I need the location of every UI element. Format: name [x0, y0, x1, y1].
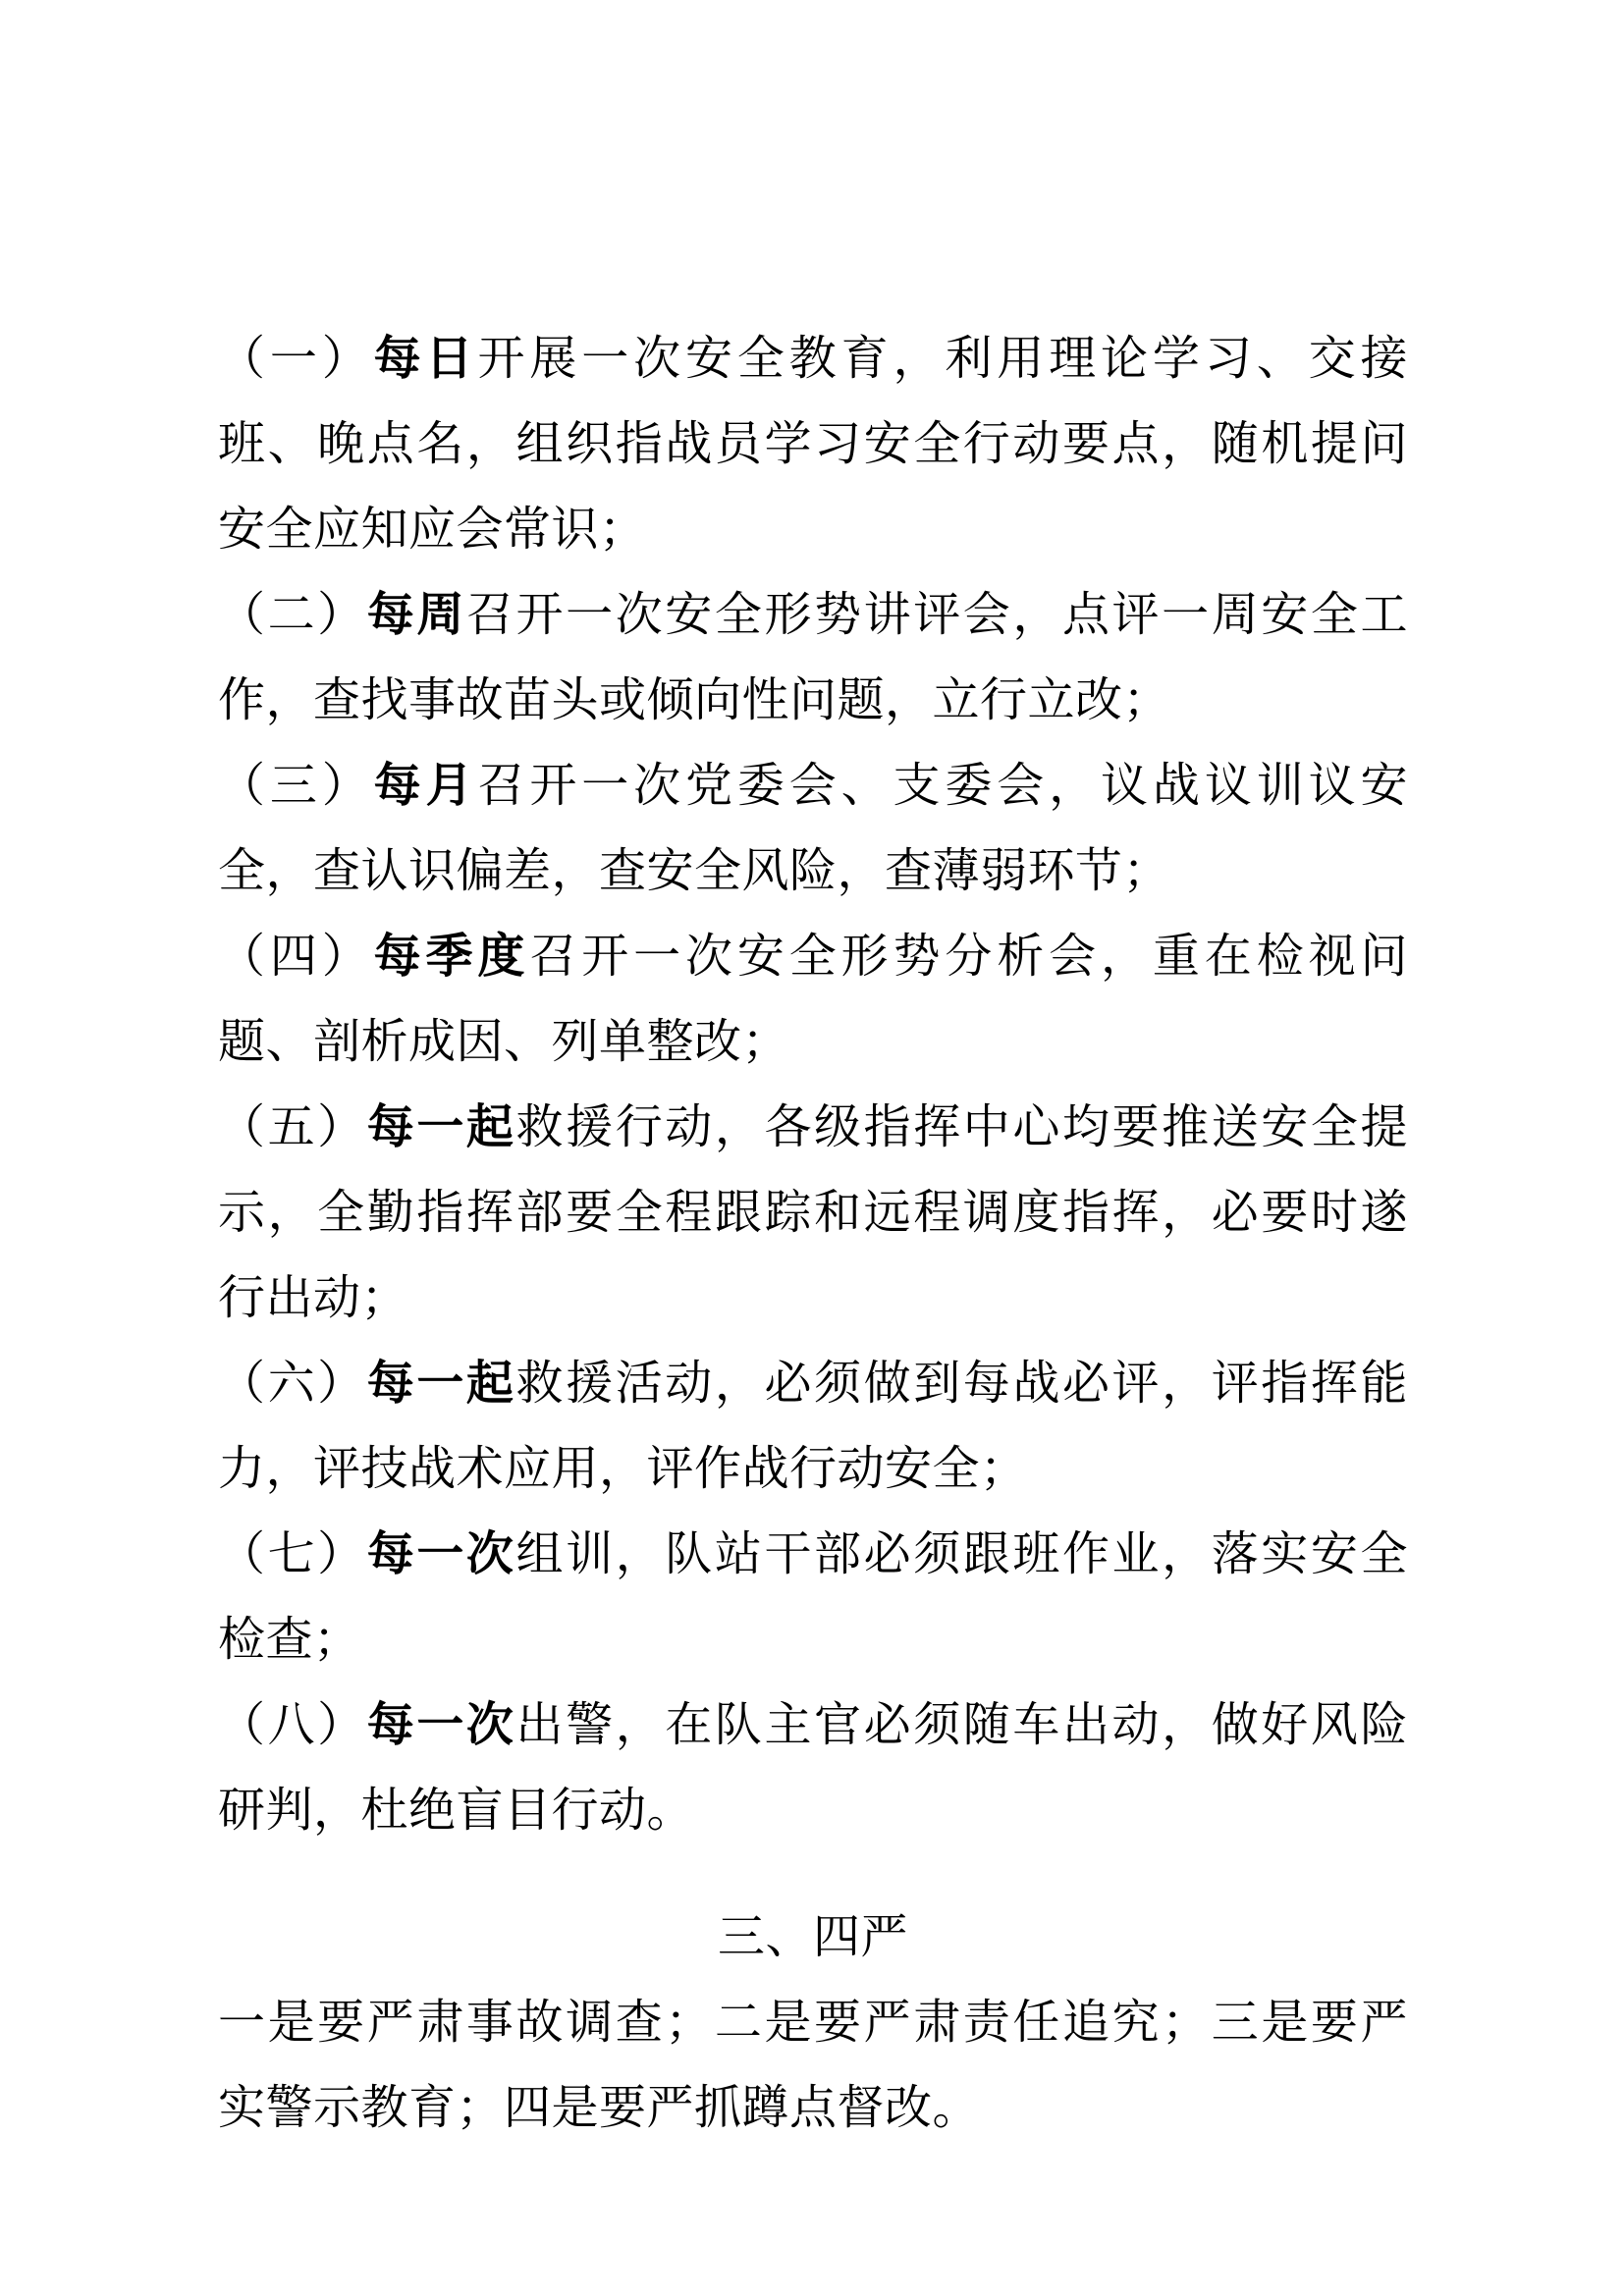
list-item — [218, 572, 1408, 743]
list-item — [218, 1682, 1408, 1853]
item-number: （二） — [218, 587, 367, 642]
section-paragraph: 一是要严肃事故调查；二是要严肃责任追究；三是要严实警示教育；四是要严抓蹲点督改。 — [218, 1995, 1408, 2135]
item-keyword: 每一起 — [366, 1356, 516, 1411]
item-number: （一） — [218, 331, 374, 386]
item-number: （八） — [218, 1697, 367, 1752]
item-number: （四） — [218, 929, 374, 984]
item-text: 救援行动，各级指挥中心均要推送安全提示，全勤指挥部要全程跟踪和远程调度指挥，必要时遂行出动； — [218, 1099, 1408, 1325]
list-item — [218, 1085, 1408, 1341]
document-body — [218, 316, 1408, 2151]
item-number: （三） — [218, 758, 374, 813]
item-keyword: 每一起 — [366, 1099, 516, 1154]
item-keyword: 每周 — [366, 587, 466, 642]
item-keyword: 每一次 — [366, 1697, 516, 1752]
list-item — [218, 743, 1408, 914]
item-text: 召开一次安全形势分析会，重在检视问题、剖析成因、列单整改； — [218, 929, 1408, 1069]
list-item — [218, 316, 1408, 572]
item-number: （七） — [218, 1526, 367, 1581]
item-keyword: 每季度 — [373, 929, 530, 984]
item-keyword: 每一次 — [366, 1526, 516, 1581]
item-keyword: 每月 — [373, 758, 478, 813]
list-item — [218, 914, 1408, 1085]
section-heading: 三、四严 — [717, 1909, 908, 1964]
item-text: 救援活动，必须做到每战必评，评指挥能力，评技战术应用，评作战行动安全； — [218, 1356, 1408, 1496]
list-item — [218, 1341, 1408, 1512]
list-item — [218, 1512, 1408, 1682]
item-text: 出警，在队主官必须随车出动，做好风险研判，杜绝盲目行动。 — [218, 1697, 1408, 1838]
item-number: （五） — [218, 1099, 367, 1154]
item-text: 开展一次安全教育，利用理论学习、交接班、晚点名，组织指战员学习安全行动要点，随机提问安全应知应会常识； — [218, 331, 1408, 557]
item-text: 组训，队站干部必须跟班作业，落实安全检查； — [218, 1526, 1408, 1667]
item-keyword: 每日 — [373, 331, 478, 386]
item-text: 召开一次党委会、支委会，议战议训议安全，查认识偏差，查安全风险，查薄弱环节； — [218, 758, 1408, 898]
item-number: （六） — [218, 1356, 367, 1411]
item-text: 召开一次安全形势讲评会，点评一周安全工作，查找事故苗头或倾向性问题，立行立改； — [218, 587, 1408, 727]
